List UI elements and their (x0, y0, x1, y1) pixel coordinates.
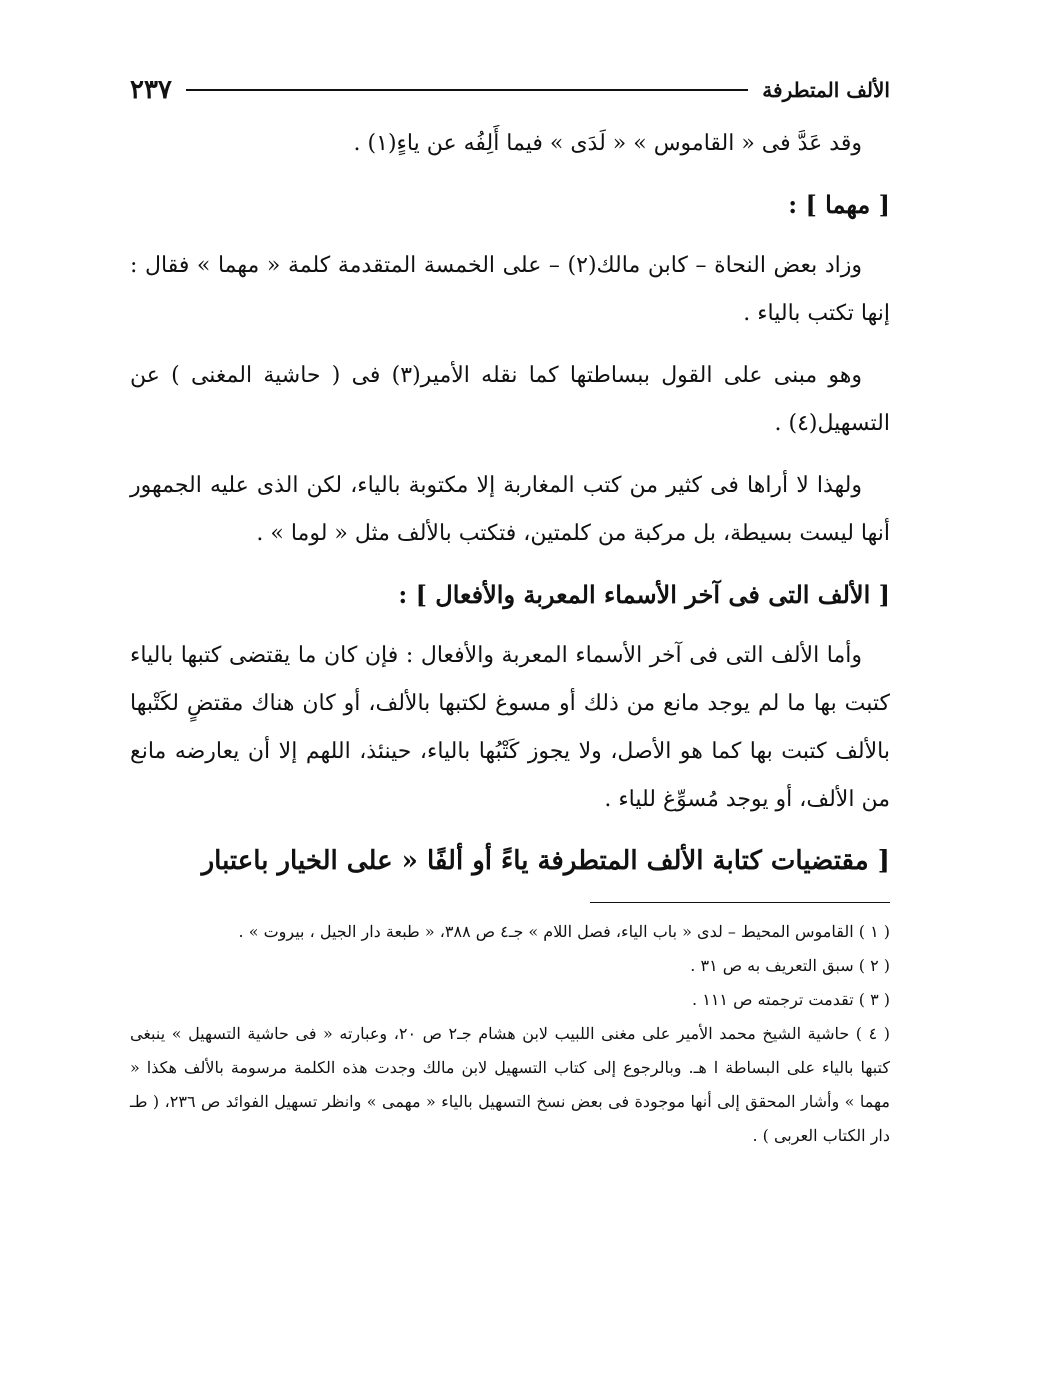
page-number: ٢٣٧ (130, 75, 172, 105)
footnote-3: ( ٣ ) تقدمت ترجمته ص ١١١ . (692, 990, 890, 1009)
main-text (130, 120, 890, 884)
section-heading-requirements: [ مقتضيات كتابة الألف المتطرفة ياءً أو ألفًا « على الخيار باعتبار (201, 846, 890, 876)
header-rule (186, 89, 748, 91)
paragraph-3: وهو مبنى على القول ببساطتها كما نقله الأمير(٣) فى ( حاشية المغنى ) عن التسهيل(٤) . (130, 363, 890, 436)
footnotes (130, 915, 890, 1153)
running-title: الألف المتطرفة (762, 78, 890, 102)
paragraph-5: وأما الألف التى فى آخر الأسماء المعربة والأفعال : فإن كان ما يقتضى كتبها بالياء كتبت بها ما لم يوجد مانع من ذلك أو مسوغ لكتبها بالألف، أو كان هناك مقتضٍ لكَتْبها بالألف كتبت بها كما هو الأصل، ولا يجوز كَتْبُها بالياء، حينئذ، اللهم إلا أن يعارضه مانع من الألف، أو يوجد مُسوِّغ للياء . (130, 643, 890, 812)
footnote-4: ( ٤ ) حاشية الشيخ محمد الأمير على مغنى اللبيب لابن هشام جـ٢ ص ٢٠، وعبارته « فى حاشية التسهيل » ينبغى كتبها بالياء على البساطة ا هـ. وبالرجوع إلى كتاب التسهيل لابن مالك وجدت هذه الكلمة مرسومة بالألف هكذا « مهما » وأشار المحقق إلى أنها موجودة فى بعض نسخ التسهيل بالياء « مهمى » وانظر تسهيل الفوائد ص ٢٣٦، ( طـ دار الكتاب العربى ) . (130, 1024, 891, 1145)
footnote-1: ( ١ ) القاموس المحيط – لدى « باب الياء، فصل اللام » جـ٤ ص ٣٨٨، « طبعة دار الجيل ، بيروت » . (238, 922, 890, 941)
footnote-2: ( ٢ ) سبق التعريف به ص ٣١ . (690, 956, 890, 975)
book-page (130, 70, 890, 1153)
paragraph-1: وقد عَدَّ فى « القاموس » « لَدَى » فيما أَلِفُه عن ياءٍ(١) . (353, 131, 862, 156)
section-heading-mahma: [ مهما ] : (788, 190, 890, 219)
paragraph-4: ولهذا لا أراها فى كثير من كتب المغاربة إلا مكتوبة بالياء، لكن الذى عليه الجمهور أنها ليست بسيطة، بل مركبة من كلمتين، فتكتب بالألف مثل « لوما » . (130, 473, 890, 546)
footnote-separator (590, 902, 890, 903)
paragraph-2: وزاد بعض النحاة – كابن مالك(٢) – على الخمسة المتقدمة كلمة « مهما » فقال : إنها تكتب بالياء . (130, 253, 890, 326)
section-heading-final-alif: [ الألف التى فى آخر الأسماء المعربة والأفعال ] : (398, 580, 890, 609)
running-header (130, 70, 890, 110)
